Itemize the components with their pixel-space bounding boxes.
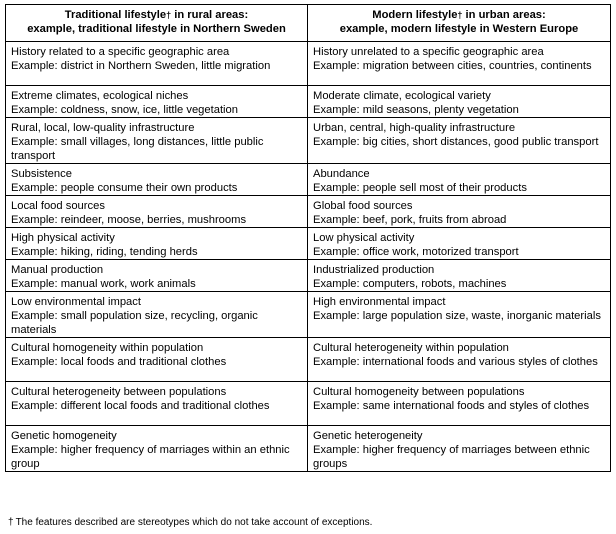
traditional-cell	[6, 42, 308, 86]
table-row	[6, 338, 611, 382]
footnote-text: The features described are stereotypes which do not take account of exceptions.	[15, 517, 373, 528]
feature-example: Example: district in Northern Sweden, little migration	[11, 60, 271, 72]
feature-example: Example: higher frequency of marriages within an ethnic group	[11, 444, 290, 470]
modern-cell	[308, 260, 611, 292]
traditional-cell	[6, 292, 308, 338]
table-row	[6, 292, 611, 338]
footnote	[8, 517, 372, 529]
modern-cell	[308, 118, 611, 164]
feature-example: Example: computers, robots, machines	[313, 278, 507, 290]
feature-example: Example: reindeer, moose, berries, mushrooms	[11, 214, 247, 226]
feature-example: Example: local foods and traditional clothes	[11, 356, 227, 368]
table-row	[6, 164, 611, 196]
traditional-cell	[6, 260, 308, 292]
table-row	[6, 382, 611, 426]
feature-title: Cultural homogeneity between populations	[313, 386, 525, 398]
feature-example: Example: beef, pork, fruits from abroad	[313, 214, 507, 226]
feature-example: Example: office work, motorized transport	[313, 246, 519, 258]
feature-example: Example: small population size, recycling, organic materials	[11, 310, 258, 336]
feature-title: Low environmental impact	[11, 296, 141, 308]
feature-title: Cultural homogeneity within population	[11, 342, 204, 354]
header-modern-line2: example, modern lifestyle in Western Europe	[339, 23, 579, 35]
modern-cell	[308, 292, 611, 338]
feature-example: Example: international foods and various styles of clothes	[313, 356, 598, 368]
feature-title: Abundance	[313, 168, 370, 180]
traditional-cell	[6, 382, 308, 426]
table-header-row	[6, 5, 611, 42]
traditional-cell	[6, 196, 308, 228]
feature-title: Cultural heterogeneity between populations	[11, 386, 227, 398]
feature-example: Example: different local foods and traditional clothes	[11, 400, 270, 412]
modern-cell	[308, 228, 611, 260]
feature-title: Genetic homogeneity	[11, 430, 117, 442]
feature-title: Local food sources	[11, 200, 105, 212]
header-traditional	[6, 5, 308, 42]
feature-example: Example: mild seasons, plenty vegetation	[313, 104, 519, 116]
feature-example: Example: large population size, waste, inorganic materials	[313, 310, 601, 322]
feature-title: Cultural heterogeneity within population	[313, 342, 509, 354]
traditional-cell	[6, 164, 308, 196]
feature-example: Example: hiking, riding, tending herds	[11, 246, 198, 258]
table-row	[6, 196, 611, 228]
traditional-cell	[6, 228, 308, 260]
feature-title: Global food sources	[313, 200, 413, 212]
traditional-cell	[6, 118, 308, 164]
feature-example: Example: same international foods and styles of clothes	[313, 400, 590, 412]
traditional-cell	[6, 426, 308, 472]
header-modern-line1: Modern lifestyle† in urban areas:	[372, 9, 546, 21]
feature-title: High environmental impact	[313, 296, 446, 308]
table-row	[6, 42, 611, 86]
feature-title: History unrelated to a specific geographic area	[313, 46, 544, 58]
feature-example: Example: people consume their own products	[11, 182, 238, 194]
footnote-dagger: †	[8, 517, 14, 528]
table-row	[6, 86, 611, 118]
feature-title: Urban, central, high-quality infrastructure	[313, 122, 516, 134]
table-row	[6, 228, 611, 260]
feature-example: Example: small villages, long distances, little public transport	[11, 136, 264, 162]
modern-cell	[308, 196, 611, 228]
feature-title: High physical activity	[11, 232, 115, 244]
feature-title: Rural, local, low-quality infrastructure	[11, 122, 195, 134]
feature-example: Example: people sell most of their products	[313, 182, 527, 194]
lifestyle-comparison-table	[5, 4, 611, 472]
feature-title: Extreme climates, ecological niches	[11, 90, 189, 102]
feature-title: History related to a specific geographic area	[11, 46, 230, 58]
modern-cell	[308, 86, 611, 118]
header-traditional-line1: Traditional lifestyle† in rural areas:	[64, 9, 249, 21]
feature-title: Low physical activity	[313, 232, 415, 244]
feature-title: Industrialized production	[313, 264, 435, 276]
modern-cell	[308, 42, 611, 86]
modern-cell	[308, 338, 611, 382]
feature-example: Example: coldness, snow, ice, little vegetation	[11, 104, 238, 116]
table-row	[6, 118, 611, 164]
feature-example: Example: higher frequency of marriages between ethnic groups	[313, 444, 590, 470]
feature-title: Moderate climate, ecological variety	[313, 90, 491, 102]
feature-example: Example: migration between cities, countries, continents	[313, 60, 592, 72]
modern-cell	[308, 164, 611, 196]
header-modern	[308, 5, 611, 42]
feature-example: Example: manual work, work animals	[11, 278, 196, 290]
traditional-cell	[6, 338, 308, 382]
feature-example: Example: big cities, short distances, good public transport	[313, 136, 599, 148]
table-row	[6, 426, 611, 472]
feature-title: Genetic heterogeneity	[313, 430, 423, 442]
feature-title: Manual production	[11, 264, 104, 276]
traditional-cell	[6, 86, 308, 118]
modern-cell	[308, 382, 611, 426]
header-traditional-line2: example, traditional lifestyle in Northern Sweden	[27, 23, 286, 35]
modern-cell	[308, 426, 611, 472]
feature-title: Subsistence	[11, 168, 72, 180]
table-row	[6, 260, 611, 292]
